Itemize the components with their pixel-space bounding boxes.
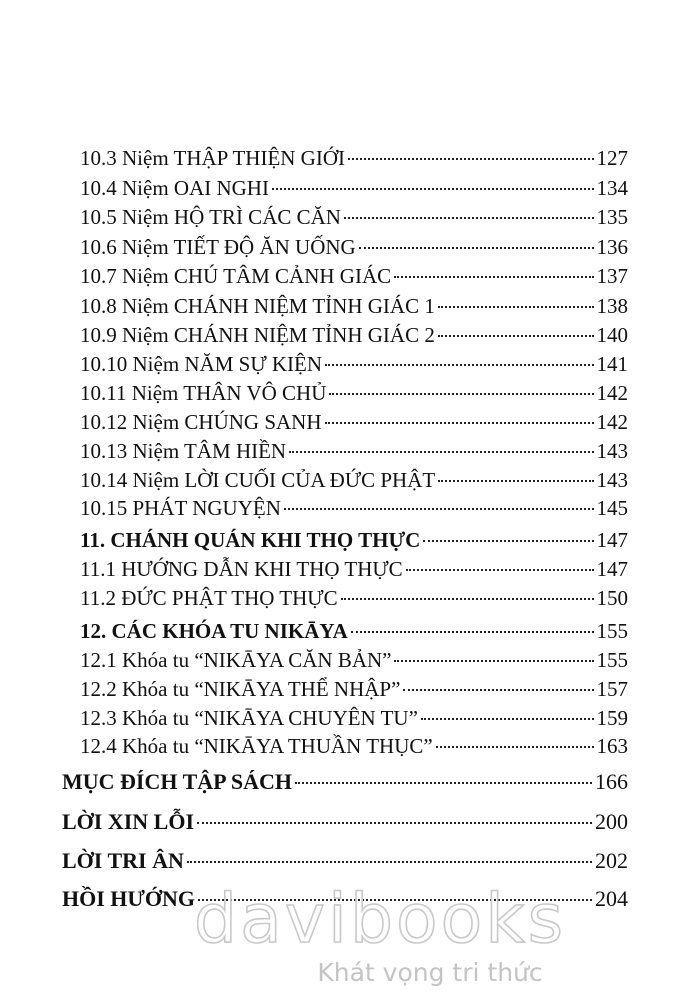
toc-entry-page: 163 [596,734,628,758]
toc-top-page: 202 [595,848,628,873]
leader-dots [359,247,594,249]
toc-entry-page: 142 [596,410,628,434]
watermark-slogan: Khát vọng tri thức [317,958,543,987]
toc-entry-page: 155 [596,648,628,672]
toc-entry-label: 10.9 Niệm CHÁNH NIỆM TỈNH GIÁC 2 [80,323,435,347]
toc-top-page: 204 [595,886,628,911]
leader-dots [403,689,593,691]
toc-entry [80,352,628,380]
toc-entry-page: 150 [596,586,628,610]
toc-entry-page: 143 [596,439,628,463]
toc-top-label: LỜI TRI ÂN [62,848,184,873]
toc-entry [80,381,628,409]
toc-section-label: 11. CHÁNH QUÁN KHI THỌ THỰC [80,528,421,552]
leader-dots [438,480,593,482]
toc-entry [80,235,628,263]
toc-top-label: HỒI HƯỚNG [62,886,196,911]
leader-dots [348,158,593,160]
toc-entry-label: 10.6 Niệm TIẾT ĐỘ ĂN UỐNG [80,235,356,259]
leader-dots [436,746,594,748]
toc-entry [80,439,628,467]
leader-dots [198,899,592,901]
leader-dots [423,540,593,542]
toc-entry [80,410,628,438]
toc-entry-page: 136 [596,235,628,259]
leader-dots [197,822,592,824]
toc-entry [80,294,628,322]
toc-entry-page: 137 [596,264,628,288]
toc-entry-label: 12.1 Khóa tu “NIKĀYA CĂN BẢN” [80,648,392,672]
toc-entry-label: 12.4 Khóa tu “NIKĀYA THUẦN THỤC” [80,734,433,758]
leader-dots [272,188,594,190]
toc-entry [80,176,628,204]
toc-entry-label: 10.5 Niệm HỘ TRÌ CÁC CĂN [80,205,341,229]
toc-top-entry [62,809,628,837]
toc-section-label: 12. CÁC KHÓA TU NIKĀYA [80,619,348,643]
toc-entry [80,496,628,524]
toc-entry-page: 147 [596,557,628,581]
leader-dots [284,508,594,510]
toc-entry [80,677,628,705]
leader-dots [325,422,594,424]
leader-dots [329,393,593,395]
toc-entry-label: 10.15 PHÁT NGUYỆN [80,496,281,520]
toc-entry-page: 138 [596,294,628,318]
toc-top-entry [62,769,628,797]
toc-entry-label: 10.4 Niệm OAI NGHI [80,176,269,200]
toc-section-page: 147 [596,528,628,552]
toc-entry-page: 140 [596,323,628,347]
toc-entry-page: 143 [596,468,628,492]
toc-section-heading [80,528,628,556]
leader-dots [295,782,592,784]
toc-entry-page: 135 [596,205,628,229]
toc-entry-label: 10.13 Niệm TÂM HIỀN [80,439,287,463]
toc-entry [80,586,628,614]
toc-entry [80,146,628,174]
toc-entry-page: 145 [596,496,628,520]
toc-entry [80,557,628,585]
leader-dots [438,335,594,337]
toc-entry-label: 10.10 Niệm NĂM SỰ KIỆN [80,352,323,376]
leader-dots [438,306,594,308]
toc-entry [80,468,628,496]
leader-dots [187,861,592,863]
toc-entry-label: 10.11 Niệm THÂN VÔ CHỦ [80,381,327,405]
leader-dots [289,451,593,453]
leader-dots [325,364,593,366]
leader-dots [351,631,594,633]
toc-top-entry [62,886,628,914]
toc-entry-label: 11.1 HƯỚNG DẪN KHI THỌ THỰC [80,557,403,581]
toc-entry-label: 10.14 Niệm LỜI CUỐI CỦA ĐỨC PHẬT [80,468,436,492]
toc-section-page: 155 [596,619,628,643]
toc-entry [80,205,628,233]
toc-entry-label: 12.2 Khóa tu “NIKĀYA THỂ NHẬP” [80,677,401,701]
toc-entry-page: 142 [596,381,628,405]
toc-entry [80,264,628,292]
toc-top-page: 200 [595,809,628,834]
toc-entry-label: 10.8 Niệm CHÁNH NIỆM TỈNH GIÁC 1 [80,294,435,318]
toc-entry [80,648,628,676]
leader-dots [406,569,594,571]
toc-entry [80,323,628,351]
toc-top-label: MỤC ĐÍCH TẬP SÁCH [62,769,293,794]
leader-dots [344,217,594,219]
toc-entry-page: 127 [596,146,628,170]
leader-dots [394,276,593,278]
toc-entry-page: 134 [596,176,628,200]
watermark-brand: davibooks [193,880,567,959]
toc-top-entry [62,848,628,876]
toc-entry-page: 159 [596,706,628,730]
toc-entry-page: 157 [596,677,628,701]
leader-dots [394,660,593,662]
toc-entry-label: 10.7 Niệm CHÚ TÂM CẢNH GIÁC [80,264,392,288]
toc-entry-label: 12.3 Khóa tu “NIKĀYA CHUYÊN TU” [80,706,418,730]
toc-section-heading [80,619,628,647]
toc-entry [80,734,628,762]
toc-top-label: LỜI XIN LỖI [62,809,195,834]
leader-dots [341,598,594,600]
toc-entry-label: 10.12 Niệm CHÚNG SANH [80,410,322,434]
toc-entry-label: 11.2 ĐỨC PHẬT THỌ THỰC [80,586,338,610]
toc-entry [80,706,628,734]
toc-entry-page: 141 [596,352,628,376]
toc-top-page: 166 [595,769,628,794]
toc-entry-label: 10.3 Niệm THẬP THIỆN GIỚI [80,146,346,170]
leader-dots [421,718,594,720]
